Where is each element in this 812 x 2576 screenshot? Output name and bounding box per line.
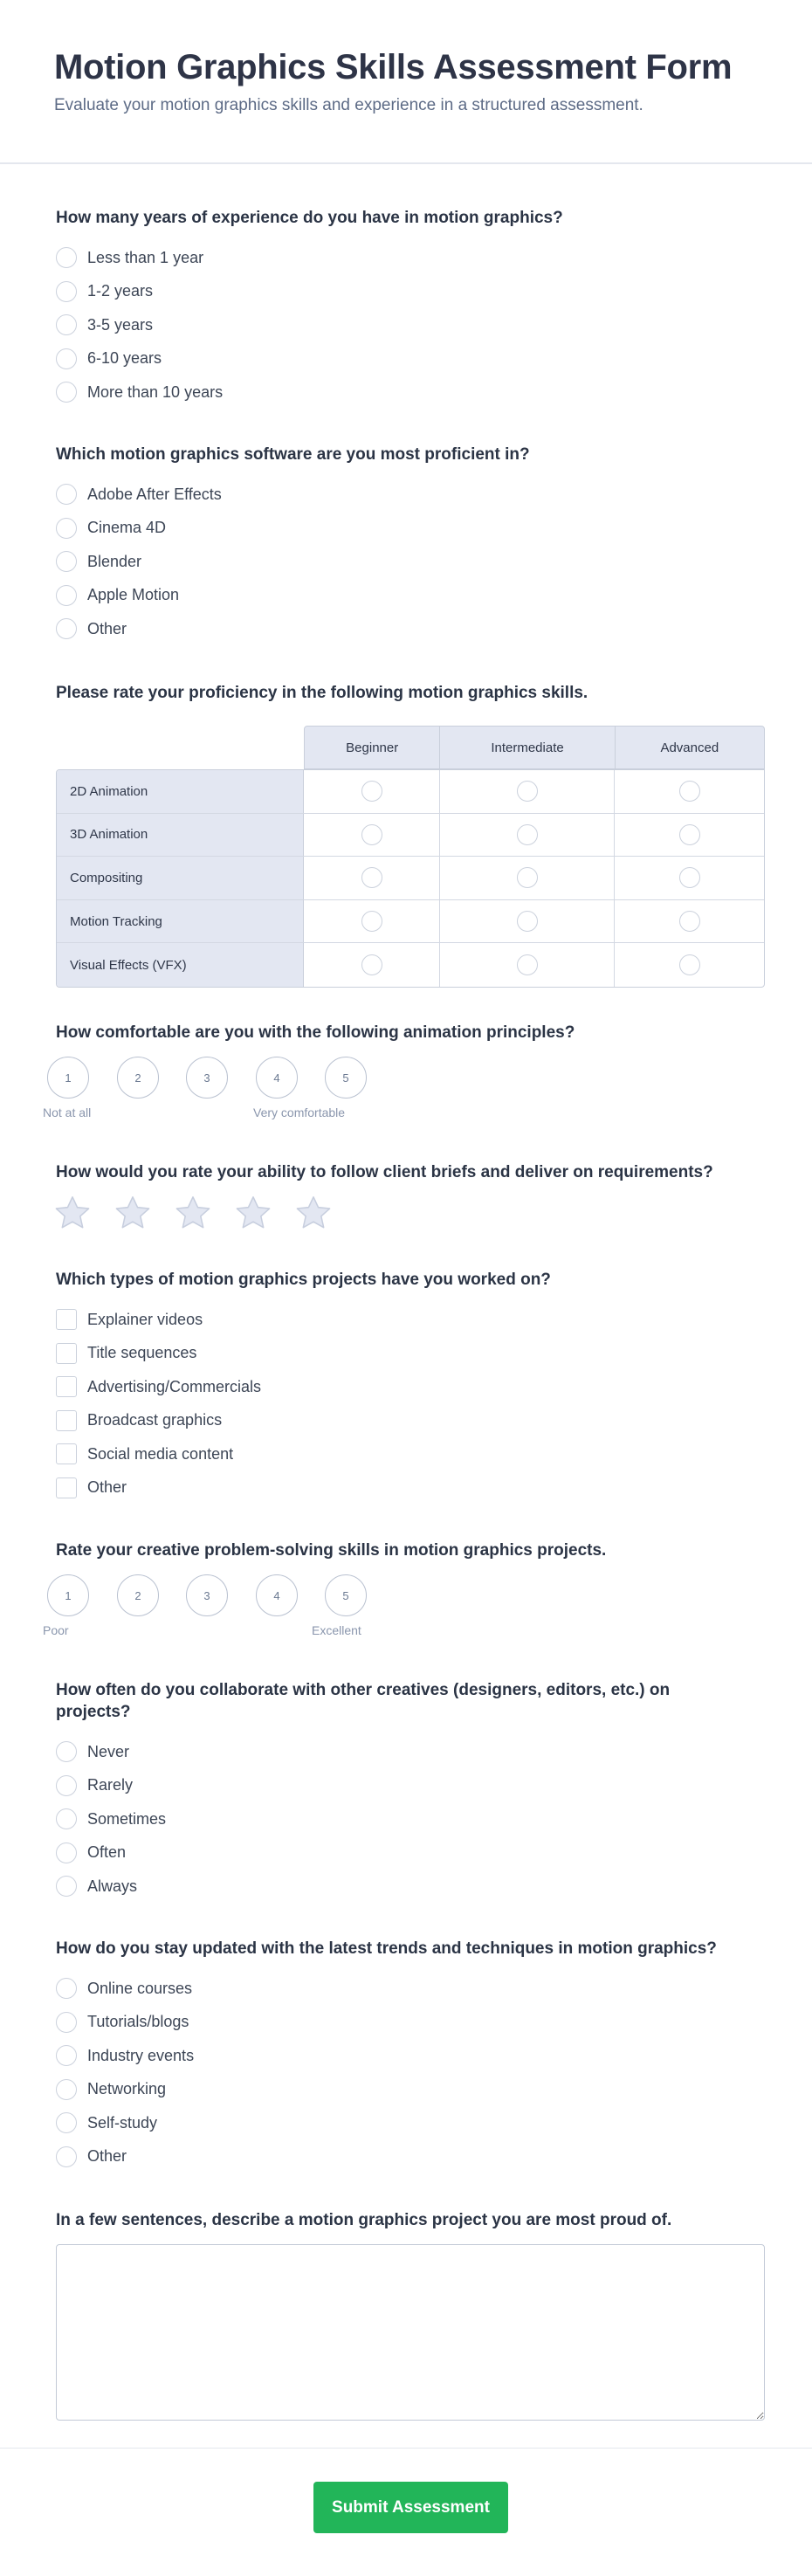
radio-button[interactable] — [679, 781, 700, 802]
question-title: Rate your creative problem-solving skills in motion graphics projects. — [56, 1541, 607, 1560]
option-label: Adobe After Effects — [87, 485, 222, 503]
project-description-textarea[interactable] — [56, 2244, 765, 2421]
radio-option[interactable] — [56, 1972, 765, 2006]
option-label: Less than 1 year — [87, 248, 204, 266]
matrix-cell — [304, 770, 440, 813]
option-label: Social media content — [87, 1444, 234, 1463]
option-label: Always — [87, 1877, 138, 1895]
form-title: Motion Graphics Skills Assessment Form — [54, 48, 733, 86]
question-title: How do you stay updated with the latest trends and techniques in motion graphics? — [56, 1939, 717, 1958]
option-label: Sometimes — [87, 1809, 167, 1828]
radio-button[interactable] — [56, 551, 77, 572]
radio-option[interactable] — [56, 2106, 765, 2140]
scale-max-label: Very comfortable — [253, 1105, 346, 1119]
matrix-cell — [615, 857, 764, 899]
radio-button[interactable] — [56, 281, 77, 302]
radio-button[interactable] — [361, 954, 382, 975]
radio-button[interactable] — [361, 824, 382, 845]
checkbox[interactable] — [56, 1477, 77, 1498]
radio-option[interactable] — [56, 2006, 765, 2040]
matrix-cell — [304, 943, 440, 987]
checkbox[interactable] — [56, 1376, 77, 1397]
checkbox[interactable] — [56, 1309, 77, 1330]
matrix-row — [57, 900, 764, 944]
option-label: Often — [87, 1843, 127, 1862]
matrix-column-header: Intermediate — [440, 727, 615, 768]
radio-button[interactable] — [56, 247, 77, 268]
option-label: Advertising/Commercials — [87, 1377, 262, 1395]
checkbox-option[interactable] — [56, 1437, 765, 1471]
scale-option[interactable]: 1 — [47, 1057, 89, 1099]
scale-min-label: Poor — [43, 1623, 69, 1637]
scale-min-label: Not at all — [43, 1105, 92, 1119]
radio-button[interactable] — [56, 314, 77, 335]
matrix-column-header: Advanced — [660, 740, 719, 755]
matrix-column-header: Beginner — [305, 727, 440, 768]
radio-option[interactable] — [56, 579, 765, 613]
matrix-cell — [440, 814, 616, 857]
matrix-row — [57, 770, 764, 814]
matrix-cell — [615, 943, 764, 987]
radio-button[interactable] — [517, 911, 538, 932]
radio-button[interactable] — [56, 2079, 77, 2100]
question-title: Which types of motion graphics projects have you worked on? — [56, 1271, 551, 1289]
radio-button[interactable] — [56, 484, 77, 505]
scale-option[interactable]: 5 — [325, 1574, 367, 1616]
radio-button[interactable] — [56, 382, 77, 403]
question-title: How would you rate your ability to follow client briefs and deliver on requirements? — [56, 1163, 713, 1181]
star-icon[interactable] — [293, 1193, 334, 1233]
radio-button[interactable] — [679, 867, 700, 888]
radio-button[interactable] — [517, 824, 538, 845]
option-label: Apple Motion — [87, 586, 180, 604]
radio-option[interactable] — [56, 612, 765, 646]
radio-button[interactable] — [56, 2146, 77, 2167]
scale-option[interactable]: 2 — [117, 1057, 159, 1099]
radio-button[interactable] — [56, 1808, 77, 1829]
question-title: How often do you collaborate with other creatives (designers, editors, etc.) on projects? — [56, 1681, 671, 1721]
matrix-header — [304, 726, 765, 769]
option-label: Other — [87, 1478, 127, 1497]
checkbox-option[interactable] — [56, 1337, 765, 1371]
radio-button[interactable] — [361, 781, 382, 802]
question-collaboration — [56, 1679, 765, 1904]
radio-button[interactable] — [56, 1876, 77, 1897]
scale-option[interactable]: 4 — [256, 1057, 298, 1099]
checkbox-option[interactable] — [56, 1370, 765, 1404]
question-problem-solving — [43, 1539, 765, 1644]
matrix-cell — [615, 770, 764, 813]
option-label: 3-5 years — [87, 315, 154, 334]
radio-option[interactable] — [56, 1802, 765, 1836]
radio-button[interactable] — [56, 1842, 77, 1863]
radio-button[interactable] — [517, 867, 538, 888]
option-label: Networking — [87, 2080, 167, 2098]
star-icon[interactable] — [173, 1193, 213, 1233]
radio-option[interactable] — [56, 1870, 765, 1904]
matrix-cell — [304, 814, 440, 857]
question-stay-updated — [56, 1938, 765, 2173]
radio-button[interactable] — [361, 911, 382, 932]
radio-button[interactable] — [679, 954, 700, 975]
option-label: 1-2 years — [87, 282, 154, 300]
radio-option[interactable] — [56, 375, 765, 410]
matrix-cell — [615, 814, 764, 857]
question-experience-years — [56, 207, 765, 410]
radio-button[interactable] — [679, 824, 700, 845]
radio-option[interactable] — [56, 342, 765, 376]
question-project-types — [56, 1269, 765, 1505]
option-label: Self-study — [87, 2113, 158, 2132]
radio-button[interactable] — [517, 954, 538, 975]
question-animation-principles — [43, 1022, 765, 1126]
matrix-row — [57, 943, 764, 987]
option-label: 6-10 years — [87, 349, 162, 368]
option-label: Title sequences — [87, 1344, 197, 1362]
radio-option[interactable] — [56, 1836, 765, 1870]
star-icon[interactable] — [113, 1193, 153, 1233]
radio-button[interactable] — [56, 2045, 77, 2066]
radio-option[interactable] — [56, 275, 765, 309]
radio-button[interactable] — [56, 618, 77, 639]
matrix-cell — [440, 900, 616, 943]
star-rating — [52, 1193, 354, 1233]
question-title: How comfortable are you with the following animation principles? — [56, 1023, 575, 1042]
scale-option[interactable]: 3 — [186, 1574, 228, 1616]
radio-option[interactable] — [56, 308, 765, 342]
radio-button[interactable] — [679, 911, 700, 932]
radio-option[interactable] — [56, 545, 765, 579]
matrix-row-label: Visual Effects (VFX) — [57, 943, 304, 987]
matrix-cell — [304, 857, 440, 899]
radio-option[interactable] — [56, 1735, 765, 1769]
checkbox-option[interactable] — [56, 1303, 765, 1337]
radio-button[interactable] — [56, 2112, 77, 2133]
checkbox[interactable] — [56, 1343, 77, 1364]
form-footer — [0, 2448, 812, 2576]
radio-button[interactable] — [361, 867, 382, 888]
submit-button[interactable]: Submit Assessment — [313, 2482, 508, 2533]
radio-option[interactable] — [56, 1769, 765, 1803]
option-label: Blender — [87, 552, 142, 570]
question-proud-project — [56, 2209, 765, 2436]
star-icon[interactable] — [52, 1193, 93, 1233]
matrix-body — [56, 769, 765, 988]
checkbox[interactable] — [56, 1443, 77, 1464]
scale-option[interactable]: 3 — [186, 1057, 228, 1099]
scale-option[interactable]: 4 — [256, 1574, 298, 1616]
checkbox-option[interactable] — [56, 1471, 765, 1505]
radio-option[interactable] — [56, 478, 765, 512]
form-subtitle: Evaluate your motion graphics skills and experience in a structured assessment. — [54, 96, 643, 114]
scale-option[interactable]: 1 — [47, 1574, 89, 1616]
scale-option[interactable]: 5 — [325, 1057, 367, 1099]
matrix-row-label: 2D Animation — [57, 770, 304, 813]
radio-option[interactable] — [56, 512, 765, 546]
matrix-row-label: Compositing — [57, 857, 304, 899]
option-label: Industry events — [87, 2046, 195, 2064]
checkbox[interactable] — [56, 1410, 77, 1431]
star-icon[interactable] — [233, 1193, 273, 1233]
form-header — [0, 0, 812, 164]
matrix-row — [57, 857, 764, 900]
matrix-cell — [304, 900, 440, 943]
question-title: In a few sentences, describe a motion graphics project you are most proud of. — [56, 2211, 672, 2229]
radio-option[interactable] — [56, 2039, 765, 2073]
matrix-cell — [615, 900, 764, 943]
option-label: Online courses — [87, 1979, 193, 1997]
radio-button[interactable] — [56, 1741, 77, 1762]
matrix-row-label: Motion Tracking — [57, 900, 304, 943]
option-label: Rarely — [87, 1776, 134, 1794]
matrix-row-label: 3D Animation — [57, 814, 304, 857]
radio-option[interactable] — [56, 2073, 765, 2107]
radio-button[interactable] — [56, 585, 77, 606]
option-label: Cinema 4D — [87, 519, 167, 537]
radio-button[interactable] — [517, 781, 538, 802]
checkbox-option[interactable] — [56, 1404, 765, 1438]
question-title: Which motion graphics software are you most proficient in? — [56, 445, 530, 464]
question-software — [56, 444, 765, 646]
matrix-cell — [440, 857, 616, 899]
question-client-briefs — [56, 1161, 765, 1240]
radio-option[interactable] — [56, 241, 765, 275]
matrix-cell — [440, 943, 616, 987]
question-skills-matrix — [56, 682, 765, 988]
scale-max-label: Excellent — [312, 1623, 361, 1637]
radio-button[interactable] — [56, 1978, 77, 1999]
radio-option[interactable] — [56, 2140, 765, 2174]
matrix-row — [57, 814, 764, 858]
option-label: Broadcast graphics — [87, 1411, 223, 1429]
option-label: More than 10 years — [87, 382, 224, 401]
option-label: Other — [87, 619, 127, 637]
radio-button[interactable] — [56, 518, 77, 539]
option-label: Never — [87, 1742, 130, 1760]
scale-option[interactable]: 2 — [117, 1574, 159, 1616]
radio-button[interactable] — [56, 348, 77, 369]
question-title: Please rate your proficiency in the following motion graphics skills. — [56, 684, 588, 702]
option-label: Tutorials/blogs — [87, 2013, 189, 2031]
radio-button[interactable] — [56, 1775, 77, 1796]
question-title: How many years of experience do you have in motion graphics? — [56, 209, 563, 227]
option-label: Explainer videos — [87, 1310, 203, 1328]
radio-button[interactable] — [56, 2012, 77, 2033]
matrix-cell — [440, 770, 616, 813]
option-label: Other — [87, 2147, 127, 2166]
